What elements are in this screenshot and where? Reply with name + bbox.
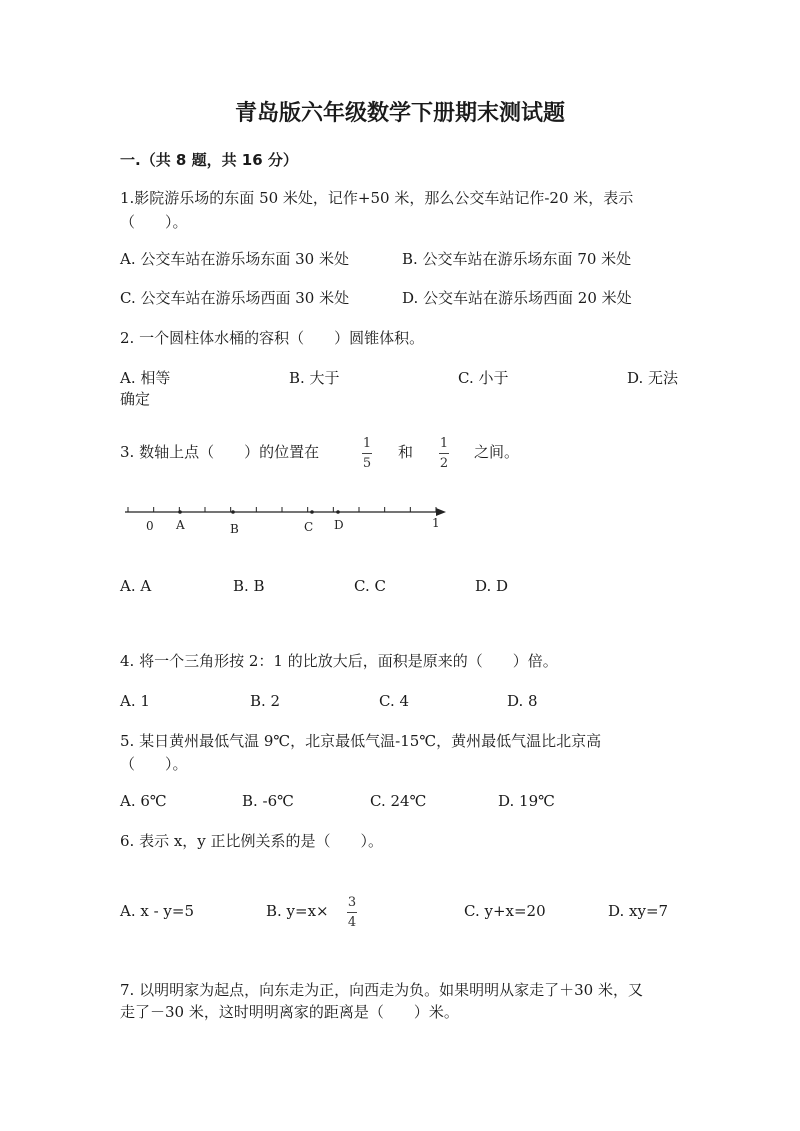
q4-option-d: D. 8 xyxy=(507,692,538,710)
question-7-stem-cont: 走了－30 米，这时明明离家的距离是（ ）米。 xyxy=(120,1003,459,1021)
number-line-dot-c xyxy=(310,510,314,514)
q1-option-c: C. 公交车站在游乐场西面 30 米处 xyxy=(120,289,350,307)
question-3-stem: 3. 数轴上点（ ）的位置在 xyxy=(120,443,320,461)
q2-option-a: A. 相等 xyxy=(120,369,171,387)
number-line-dot-b xyxy=(231,510,235,514)
q1-option-a: A. 公交车站在游乐场东面 30 米处 xyxy=(120,250,349,268)
q3-option-c: C. C xyxy=(354,577,386,595)
q6-option-d: D. xy=7 xyxy=(608,902,669,920)
fraction-bar xyxy=(362,453,372,454)
q2-option-b: B. 大于 xyxy=(289,369,340,387)
question-5-stem-cont: （ ）。 xyxy=(120,755,188,773)
q1-option-b: B. 公交车站在游乐场东面 70 米处 xyxy=(402,250,632,268)
fraction-bar xyxy=(347,912,357,913)
number-line-label-one: 1 xyxy=(432,516,440,530)
q5-option-d: D. 19℃ xyxy=(498,792,555,810)
number-line-dot-a xyxy=(178,510,182,514)
number-line-label-zero: 0 xyxy=(146,519,154,533)
fraction-numerator: 1 xyxy=(439,436,449,451)
question-1-stem-cont: （ ）。 xyxy=(120,213,188,231)
q3-option-b: B. B xyxy=(233,577,265,595)
question-6-stem: 6. 表示 x，y 正比例关系的是（ ）。 xyxy=(120,832,384,850)
q5-option-b: B. -6℃ xyxy=(242,792,294,810)
q3-option-a: A. A xyxy=(120,577,152,595)
number-line-point-a: A xyxy=(176,518,185,532)
number-line-point-d: D xyxy=(334,518,344,532)
q6-option-a: A. x - y=5 xyxy=(120,902,195,920)
question-2-stem: 2. 一个圆柱体水桶的容积（ ）圆锥体积。 xyxy=(120,329,425,347)
fraction-three-quarters xyxy=(347,895,357,930)
q3-option-d: D. D xyxy=(475,577,509,595)
question-7-stem: 7. 以明明家为起点，向东走为正，向西走为负。如果明明从家走了＋30 米，又 xyxy=(120,981,643,999)
fraction-one-half xyxy=(439,436,449,471)
number-line-point-b: B xyxy=(230,522,239,536)
section-heading: 一.（共 8 题，共 16 分） xyxy=(120,151,298,169)
question-1-stem: 1.影院游乐场的东面 50 米处，记作+50 米，那么公交车站记作-20 米，表示 xyxy=(120,189,634,207)
q2-option-d-wrap: 确定 xyxy=(120,390,151,408)
fraction-denominator: 2 xyxy=(439,456,449,471)
question-3-stem-and: 和 xyxy=(398,443,414,461)
q5-option-c: C. 24℃ xyxy=(370,792,427,810)
page-title: 青岛版六年级数学下册期末测试题 xyxy=(234,101,565,126)
fraction-one-fifth xyxy=(362,436,372,471)
fraction-numerator: 1 xyxy=(362,436,372,451)
q4-option-a: A. 1 xyxy=(120,692,150,710)
number-line-arrow xyxy=(436,508,446,516)
q2-option-c: C. 小于 xyxy=(458,369,509,387)
fraction-numerator: 3 xyxy=(347,895,357,910)
q4-option-c: C. 4 xyxy=(379,692,410,710)
number-line-point-c: C xyxy=(304,520,314,534)
number-line-figure xyxy=(120,495,460,540)
fraction-denominator: 4 xyxy=(347,915,357,930)
fraction-bar xyxy=(439,453,449,454)
question-3-stem-end: 之间。 xyxy=(474,443,520,461)
question-4-stem: 4. 将一个三角形按 2：1 的比放大后，面积是原来的（ ）倍。 xyxy=(120,652,558,670)
q6-option-b: B. y=x× xyxy=(266,902,329,920)
fraction-denominator: 5 xyxy=(362,456,372,471)
q2-option-d: D. 无法 xyxy=(627,369,679,387)
q6-option-c: C. y+x=20 xyxy=(464,902,546,920)
q1-option-d: D. 公交车站在游乐场西面 20 米处 xyxy=(402,289,632,307)
q5-option-a: A. 6℃ xyxy=(120,792,167,810)
question-5-stem: 5. 某日黄州最低气温 9℃，北京最低气温-15℃，黄州最低气温比北京高 xyxy=(120,732,602,750)
number-line-ticks xyxy=(128,507,436,512)
number-line-dot-d xyxy=(336,510,340,514)
q4-option-b: B. 2 xyxy=(250,692,281,710)
